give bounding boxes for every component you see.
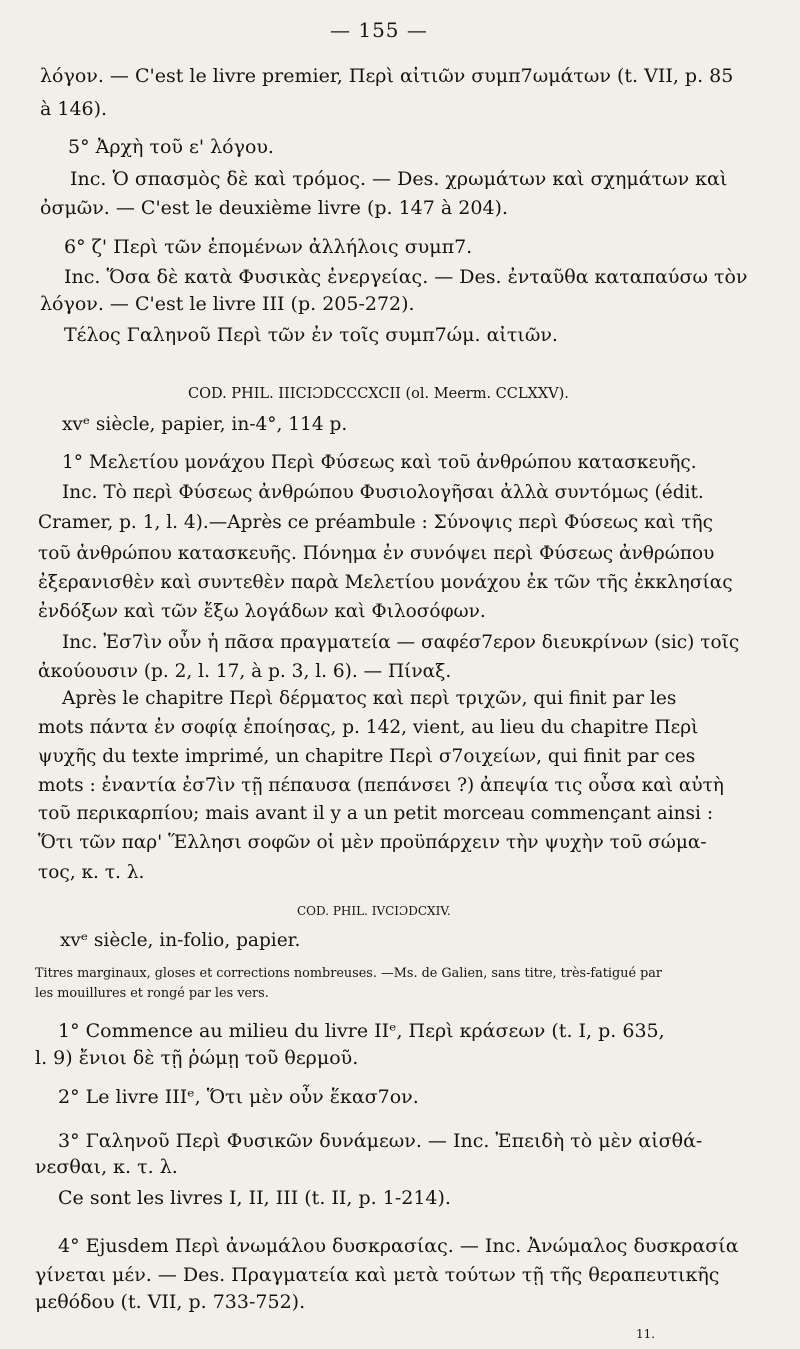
text-line: γίνεται μέν. — Des. Πραγματεία καὶ μετὰ τούτων τῇ τῆς θεραπευτικῆς — [35, 1264, 720, 1286]
text-line: τοῦ περικαρπίου; mais avant il y a un petit morceau commençant ainsi : — [38, 803, 714, 824]
text-line: λόγον. — C'est le livre III (p. 205-272). — [40, 293, 415, 315]
text-line: ἐνδόξων καὶ τῶν ἔξω λογάδων καὶ Φιλοσόφων. — [38, 601, 486, 622]
text-line: xvᵉ siècle, in-folio, papier. — [60, 930, 301, 951]
text-line: l. 9) ἔνιοι δὲ τῇ ῥώμῃ τοῦ θερμοῦ. — [35, 1047, 359, 1069]
text-line: à 146). — [40, 98, 108, 120]
section-heading: 5° Ἀρχὴ τοῦ ε' λόγου. — [68, 136, 274, 158]
text-line: Inc. Τὸ περὶ Φύσεως ἀνθρώπου Φυσιολογῆσαι ἀλλὰ συντόμως (édit. — [62, 482, 704, 503]
text-line: ἀκούουσιν (p. 2, l. 17, à p. 3, l. 6). — Πίναξ. — [38, 661, 452, 682]
text-line: 2° Le livre IIIᵉ, Ὅτι μὲν οὖν ἕκασ7ον. — [58, 1086, 419, 1108]
text-line: ψυχῆς du texte imprimé, un chapitre Περὶ σ7οιχείων, qui finit par ces — [38, 746, 696, 767]
text-line: 3° Γαληνοῦ Περὶ Φυσικῶν δυνάμεων. — Inc. Ἐπειδὴ τὸ μὲν αἰσθά- — [58, 1130, 703, 1152]
note-line: Titres marginaux, gloses et corrections nombreuses. —Ms. de Galien, sans titre, très-fatigué par — [35, 966, 663, 981]
codex-heading: COD. PHIL. IVCIƆDCXIV. — [297, 904, 451, 918]
text-line: τος, κ. τ. λ. — [38, 862, 145, 883]
text-line: Ὅτι τῶν παρ' Ἕλλησι σοφῶν οἱ μὲν προϋπάρχειν τὴν ψυχὴν τοῦ σώμα- — [38, 832, 707, 853]
text-line: mots : ἐναντία ἐσ7ὶν τῇ πέπαυσα (πεπάνσει ?) ἀπεψία τις οὖσα καὶ αὐτὴ — [38, 775, 724, 796]
text-line: ὀσμῶν. — C'est le deuxième livre (p. 147 à 204). — [40, 197, 508, 219]
text-line: ἐξερανισθὲν καὶ συντεθὲν παρὰ Μελετίου μονάχου ἐκ τῶν τῆς ἐκκλησίας — [38, 572, 733, 593]
text-line: μεθόδου (t. VII, p. 733-752). — [35, 1291, 306, 1313]
text-line: Inc. Ὁ σπασμὸς δὲ καὶ τρόμος. — Des. χρωμάτων καὶ σχημάτων καὶ — [70, 168, 728, 190]
text-line: Ce sont les livres I, II, III (t. II, p. 1-214). — [58, 1187, 451, 1209]
text-line: Cramer, p. 1, l. 4).—Après ce préambule : Σύνοψις περὶ Φύσεως καὶ τῆς — [38, 512, 713, 533]
signature-mark: 11. — [636, 1327, 656, 1341]
text-line: Inc. Ὅσα δὲ κατὰ Φυσικὰς ἐνεργείας. — Des. ἐνταῦθα καταπαύσω τὸν — [64, 266, 748, 288]
text-line: τοῦ ἀνθρώπου κατασκευῆς. Πόνημα ἐν συνόψει περὶ Φύσεως ἀνθρώπου — [38, 543, 715, 564]
text-line: νεσθαι, κ. τ. λ. — [35, 1156, 178, 1178]
text-line: 1° Commence au milieu du livre IIᵉ, Περὶ κράσεων (t. I, p. 635, — [58, 1020, 665, 1042]
section-heading: 6° ζ' Περὶ τῶν ἑπομένων ἀλλήλοις συμπ7. — [64, 236, 473, 258]
text-line: Τέλος Γαληνοῦ Περὶ τῶν ἐν τοῖς συμπ7ώμ. αἰτιῶν. — [64, 324, 558, 346]
note-line: les mouillures et rongé par les vers. — [35, 986, 269, 1001]
text-line: mots πάντα ἐν σοφίᾳ ἐποίησας, p. 142, vient, au lieu du chapitre Περὶ — [38, 717, 699, 738]
text-line: 1° Μελετίου μονάχου Περὶ Φύσεως καὶ τοῦ ἀνθρώπου κατασκευῆς. — [62, 452, 697, 473]
codex-heading: COD. PHIL. IIICIƆDCCCXCII (ol. Meerm. CCLXXV). — [188, 386, 569, 402]
text-line: λόγον. — C'est le livre premier, Περὶ αἰτιῶν συμπ7ωμάτων (t. VII, p. 85 — [40, 65, 734, 87]
text-line: 4° Ejusdem Περὶ ἀνωμάλου δυσκρασίας. — Inc. Ἀνώμαλος δυσκρασία — [58, 1235, 739, 1257]
text-line: xvᵉ siècle, papier, in-4°, 114 p. — [62, 414, 348, 435]
text-line: Inc. Ἐσ7ὶν οὖν ἡ πᾶσα πραγματεία — σαφέσ7ερον διευκρίνων (sic) τοῖς — [62, 632, 740, 653]
page-number: — 155 — — [330, 18, 428, 42]
text-line: Après le chapitre Περὶ δέρματος καὶ περὶ τριχῶν, qui finit par les — [62, 688, 677, 709]
